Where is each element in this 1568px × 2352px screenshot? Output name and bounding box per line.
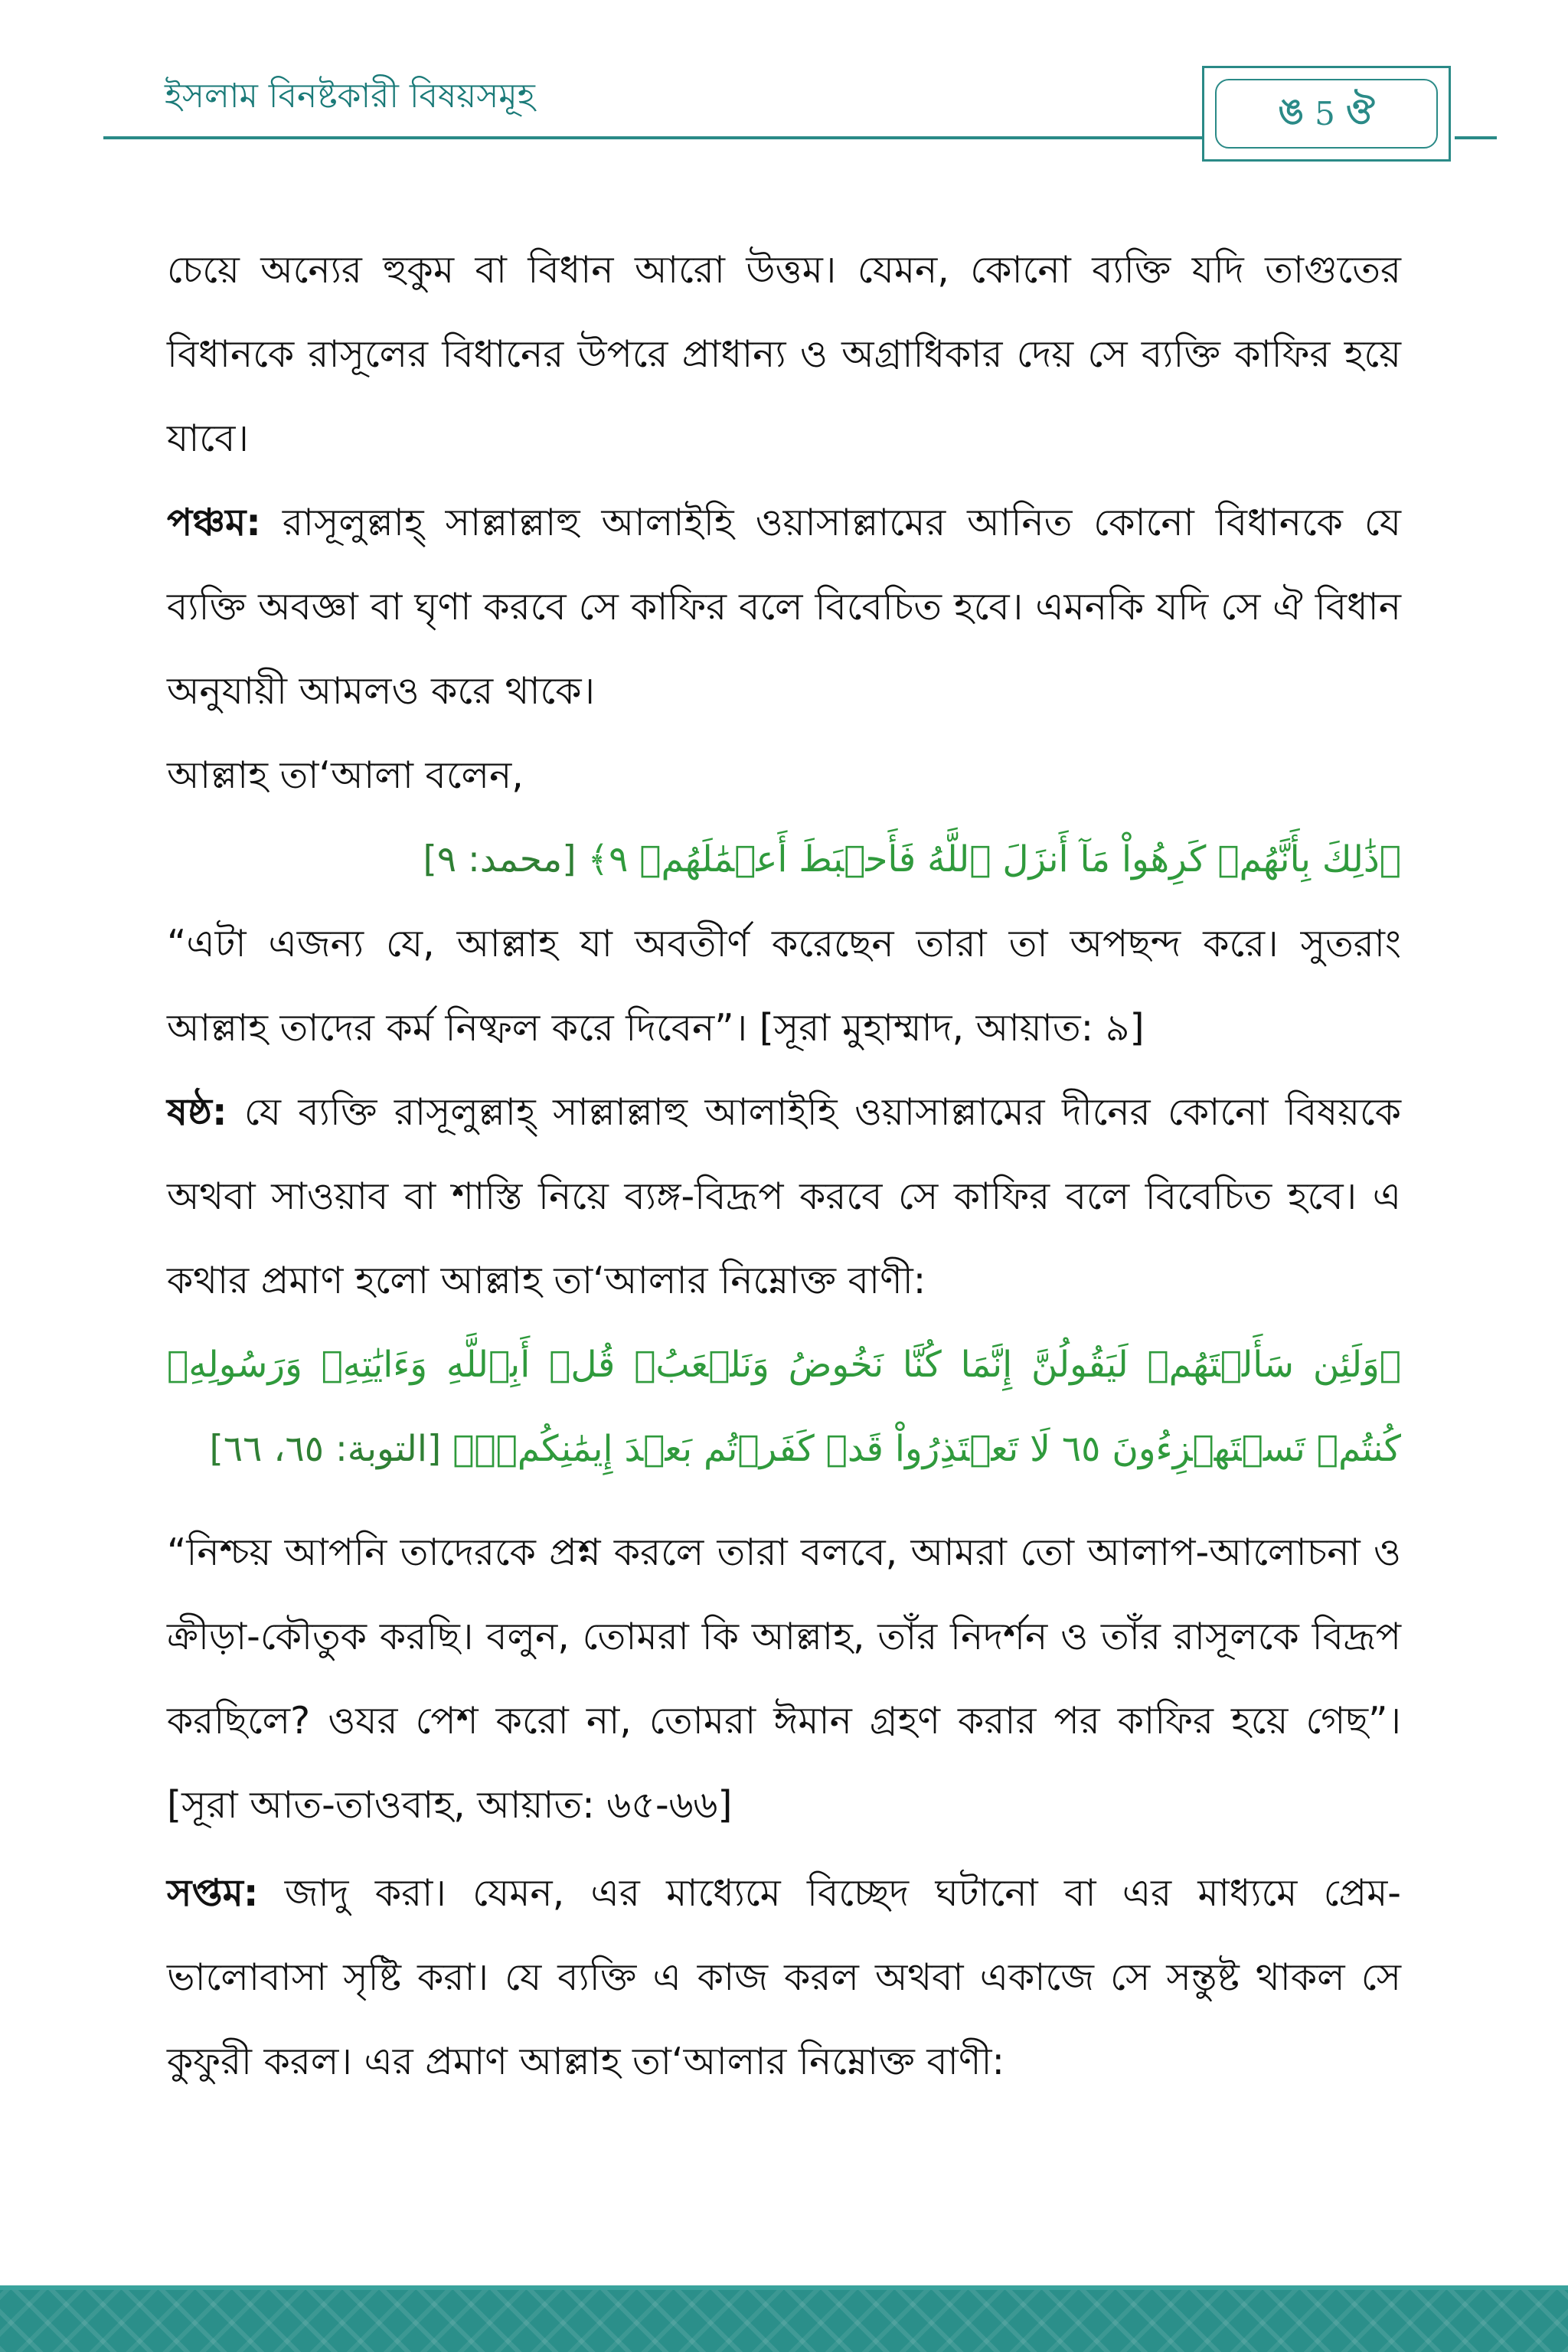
- paragraph-continuation: চেয়ে অন্যের হুকুম বা বিধান আরো উত্তম। যেমন, কোনো ব্যক্তি যদি তাগুতের বিধানকে রাসূলের বিধানের উপরে প্রাধান্য ও অগ্রাধিকার দেয় সে ব্যক্তি কাফির হয়ে যাবে।: [167, 248, 1401, 460]
- verse-reference: [محمد: ٩]: [423, 838, 577, 880]
- verse-text: ﴿ذَٰلِكَ بِأَنَّهُمۡ كَرِهُواْ مَآ أَنزَلَ ٱللَّهُ فَأَحۡبَطَ أَعۡمَٰلَهُمۡ ٩﴾: [587, 838, 1401, 880]
- running-header-title: ইসলাম বিনষ্টকারী বিষয়সমূহ: [165, 77, 535, 116]
- footer-decorative-band: [0, 2285, 1568, 2352]
- paragraph-seventh: [167, 1851, 1401, 2104]
- label-sixth: ষষ্ঠ:: [167, 1090, 227, 1134]
- page-number-box: [1202, 66, 1451, 162]
- page-number-frame: [1215, 79, 1438, 149]
- verse-text: ﴿وَلَئِن سَأَلۡتَهُمۡ لَيَقُولُنَّ إِنَّمَا كُنَّا نَخُوضُ وَنَلۡعَبُۚ قُلۡ أَبِٱللَّهِ وَءَايَٰتِهِۦ وَرَسُولِهِۦ كُنتُمۡ تَسۡتَهۡزِءُونَ ٦٥ لَا تَعۡتَذِرُواْ قَدۡ كَفَرۡتُم بَعۡدَ إِيمَٰنِكُمۡۚ﴾: [167, 1344, 1401, 1470]
- paragraph-fifth: [167, 481, 1401, 733]
- verse-translation-muhammad: “এটা এজন্য যে, আল্লাহ যা অবতীর্ণ করেছেন তারা তা অপছন্দ করে। সুতরাং আল্লাহ তাদের কর্ম নিষ্ফল করে দিবেন”। [সূরা মুহাম্মাদ, আয়াত: ৯]: [167, 922, 1401, 1050]
- text-sixth: যে ব্যক্তি রাসূলুল্লাহ্‌ সাল্লাল্লাহু আলাইহি ওয়াসাল্লামের দীনের কোনো বিষয়কে অথবা সাওয়াব বা শাস্তি নিয়ে ব্যঙ্গ-বিদ্রূপ করবে সে কাফির বলে বিবেচিত হবে। এ কথার প্রমাণ হলো আল্লাহ তা‘আলার নিম্নোক্ত বাণী:: [167, 1090, 1401, 1302]
- intro-quote: আল্লাহ তা‘আলা বলেন,: [167, 753, 524, 797]
- verse-reference: [التوبة: ٦٥، ٦٦]: [209, 1428, 442, 1470]
- quran-verse-tawbah: [167, 1323, 1401, 1491]
- text-fifth: রাসূলুল্লাহ্‌ সাল্লাল্লাহু আলাইহি ওয়াসাল্লামের আনিত কোনো বিধানকে যে ব্যক্তি অবজ্ঞা বা ঘৃণা করবে সে কাফির বলে বিবেচিত হবে। এমনকি যদি সে ঐ বিধান অনুযায়ী আমলও করে থাকে।: [167, 501, 1401, 713]
- page-ornament-left: ঙ: [1278, 90, 1305, 132]
- header-rule: [103, 136, 1271, 139]
- verse-translation-tawbah: “নিশ্চয় আপনি তাদেরকে প্রশ্ন করলে তারা বলবে, আমরা তো আলাপ-আলোচনা ও ক্রীড়া-কৌতুক করছি। বলুন, তোমরা কি আল্লাহ, তাঁর নিদর্শন ও তাঁর রাসূলকে বিদ্রূপ করছিলে? ওযর পেশ করো না, তোমরা ঈমান গ্রহণ করার পর কাফির হয়ে গেছ”। [সূরা আত-তাওবাহ, আয়াত: ৬৫-৬৬]: [167, 1530, 1401, 1827]
- page-ornament-right: ঔ: [1345, 90, 1375, 132]
- page-number: 5: [1315, 95, 1335, 132]
- quran-verse-muhammad: [167, 818, 1401, 902]
- header-rule-right: [1455, 136, 1497, 139]
- text-seventh: জাদু করা। যেমন, এর মাধ্যেমে বিচ্ছেদ ঘটানো বা এর মাধ্যমে প্রেম-ভালোবাসা সৃষ্টি করা। যে ব্যক্তি এ কাজ করল অথবা একাজে সে সন্তুষ্ট থাকল সে কুফুরী করল। এর প্রমাণ আল্লাহ তা‘আলার নিম্নোক্ত বাণী:: [167, 1871, 1401, 2083]
- label-seventh: সপ্তম:: [167, 1871, 259, 1915]
- label-fifth: পঞ্চম:: [167, 501, 261, 544]
- paragraph-sixth: [167, 1070, 1401, 1323]
